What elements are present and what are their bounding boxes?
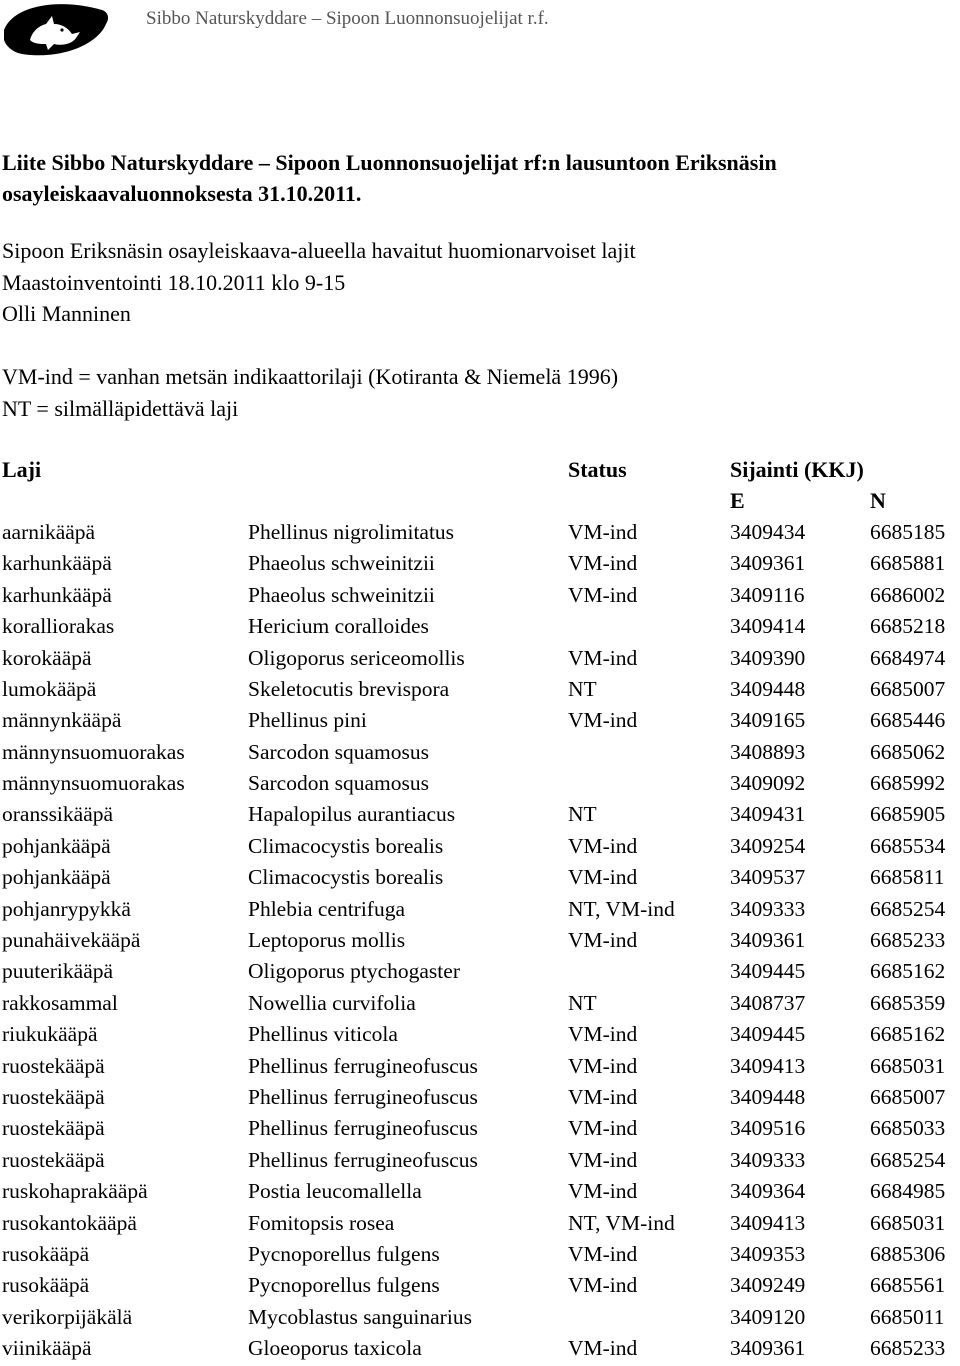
- coord-n-cell: 6684985: [870, 1179, 946, 1204]
- scientific-name-cell: Nowellia curvifolia: [248, 990, 416, 1015]
- table-row: [2, 1239, 960, 1270]
- coord-n-cell: 6685062: [870, 739, 946, 764]
- coord-n-cell: 6685534: [870, 833, 946, 858]
- common-name-cell: punahäivekääpä: [2, 928, 141, 953]
- species-rows: [2, 517, 960, 1365]
- coord-n-cell: 6685185: [870, 519, 946, 544]
- status-cell: VM-ind: [568, 1116, 638, 1141]
- header-sijainti: Sijainti (KKJ): [730, 456, 864, 482]
- table-row: [2, 1333, 960, 1364]
- status-cell: [568, 737, 730, 768]
- table-row: [2, 768, 960, 799]
- scientific-name-cell: Postia leucomallella: [248, 1179, 422, 1204]
- status-cell: VM-ind: [568, 551, 638, 576]
- common-name-cell: riukukääpä: [2, 1022, 98, 1047]
- table-row: [2, 642, 960, 673]
- table-row: [2, 862, 960, 893]
- common-name-cell: pohjanrypykkä: [2, 896, 131, 921]
- appendix-title-line2: osayleiskaavaluonnoksesta 31.10.2011.: [2, 181, 362, 206]
- table-row: [2, 705, 960, 736]
- common-name-cell: ruostekääpä: [2, 1085, 105, 1109]
- common-name-cell: ruostekääpä: [2, 1147, 105, 1172]
- status-cell: VM-ind: [568, 1336, 638, 1361]
- status-cell: VM-ind: [568, 865, 638, 890]
- common-name-cell: rusokääpä: [2, 1273, 90, 1298]
- coord-n-cell: 6685359: [870, 990, 946, 1015]
- survey-title: Sipoon Eriksnäsin osayleiskaava-alueella havaitut huomionarvoiset lajit: [2, 238, 636, 263]
- common-name-cell: pohjankääpä: [2, 833, 111, 858]
- scientific-name-cell: Hericium coralloides: [248, 614, 429, 639]
- status-cell: VM-ind: [568, 1241, 638, 1266]
- status-cell: VM-ind: [568, 833, 638, 858]
- coord-e-cell: 3409361: [730, 551, 806, 576]
- common-name-cell: ruskohaprakääpä: [2, 1179, 148, 1204]
- header-status: Status: [568, 456, 627, 482]
- table-row: [2, 611, 960, 642]
- scientific-name-cell: Climacocystis borealis: [248, 865, 444, 890]
- scientific-name-cell: Phellinus ferrugineofuscus: [248, 1053, 478, 1078]
- common-name-cell: männynsuomuorakas: [2, 739, 185, 764]
- table-row: [2, 1302, 960, 1333]
- surveyor-name: Olli Manninen: [2, 301, 131, 326]
- table-row: [2, 1019, 960, 1050]
- coord-e-cell: 3409445: [730, 959, 806, 984]
- scientific-name-cell: Phellinus pini: [248, 708, 367, 733]
- coord-n-cell: 6685905: [870, 802, 946, 827]
- common-name-cell: männynkääpä: [2, 708, 122, 733]
- coord-n-cell: 6685561: [870, 1273, 946, 1298]
- scientific-name-cell: Mycoblastus sanguinarius: [248, 1304, 472, 1329]
- wolf-leaf-logo-icon: [2, 0, 110, 60]
- coord-n-cell: 6685881: [870, 551, 946, 576]
- table-row: [2, 517, 960, 548]
- status-cell: VM-ind: [568, 645, 638, 670]
- page-header: [0, 0, 960, 62]
- scientific-name-cell: Phaeolus schweinitzii: [248, 551, 435, 576]
- status-cell: [568, 1302, 730, 1333]
- header-n: N: [870, 488, 886, 514]
- common-name-cell: männynsuomuorakas: [2, 771, 185, 796]
- common-name-cell: korokääpä: [2, 645, 92, 670]
- common-name-cell: pohjankääpä: [2, 865, 111, 890]
- common-name-cell: rusokantokääpä: [2, 1210, 137, 1235]
- coord-e-cell: 3408893: [730, 739, 806, 764]
- common-name-cell: aarnikääpä: [2, 519, 96, 544]
- legend-vm-ind: VM-ind = vanhan metsän indikaattorilaji (Kotiranta & Niemelä 1996): [2, 364, 619, 389]
- table-row: [2, 925, 960, 956]
- coord-n-cell: 6684974: [870, 645, 946, 670]
- scientific-name-cell: Leptoporus mollis: [248, 928, 406, 953]
- coord-e-cell: 3409413: [730, 1053, 806, 1078]
- coord-e-cell: 3408737: [730, 990, 806, 1015]
- coord-n-cell: 6685233: [870, 928, 946, 953]
- scientific-name-cell: Phlebia centrifuga: [248, 896, 406, 921]
- coord-n-cell: 6685162: [870, 1022, 946, 1047]
- table-row: [2, 1113, 960, 1144]
- coord-n-cell: 6685031: [870, 1053, 946, 1078]
- common-name-cell: viinikääpä: [2, 1336, 92, 1361]
- table-row: [2, 988, 960, 1019]
- coord-e-cell: 3409353: [730, 1241, 806, 1266]
- status-cell: VM-ind: [568, 1273, 638, 1298]
- coord-n-cell: 6685254: [870, 896, 946, 921]
- coord-n-cell: 6685811: [870, 865, 945, 890]
- appendix-title-line1: Liite Sibbo Naturskyddare – Sipoon Luonnonsuojelijat rf:n lausuntoon Eriksnäsin: [2, 150, 777, 175]
- scientific-name-cell: Sarcodon squamosus: [248, 771, 429, 796]
- table-subheader-row: [2, 485, 960, 516]
- common-name-cell: lumokääpä: [2, 676, 97, 701]
- table-row: [2, 799, 960, 830]
- table-row: [2, 1145, 960, 1176]
- common-name-cell: rakkosammal: [2, 990, 118, 1015]
- scientific-name-cell: Phellinus viticola: [248, 1022, 398, 1047]
- scientific-name-cell: Phaeolus schweinitzii: [248, 582, 435, 607]
- coord-e-cell: 3409448: [730, 1085, 806, 1109]
- survey-date: Maastoinventointi 18.10.2011 klo 9-15: [2, 270, 346, 295]
- status-cell: VM-ind: [568, 1085, 638, 1109]
- organization-name: Sibbo Naturskyddare – Sipoon Luonnonsuojelijat r.f.: [146, 8, 549, 29]
- coord-n-cell: 6685254: [870, 1147, 946, 1172]
- scientific-name-cell: Oligoporus ptychogaster: [248, 959, 460, 984]
- coord-e-cell: 3409116: [730, 582, 805, 607]
- coord-n-cell: 6685007: [870, 1085, 946, 1109]
- species-table: [2, 454, 960, 1364]
- coord-n-cell: 6685233: [870, 1336, 946, 1361]
- status-cell: VM-ind: [568, 1147, 638, 1172]
- table-row: [2, 956, 960, 987]
- table-row: [2, 674, 960, 705]
- common-name-cell: rusokääpä: [2, 1241, 90, 1266]
- status-cell: NT: [568, 802, 597, 827]
- status-cell: [568, 611, 730, 642]
- coord-e-cell: 3409333: [730, 896, 806, 921]
- scientific-name-cell: Oligoporus sericeomollis: [248, 645, 465, 670]
- coord-n-cell: 6686002: [870, 582, 946, 607]
- coord-n-cell: 6885306: [870, 1241, 946, 1266]
- coord-e-cell: 3409414: [730, 614, 806, 639]
- scientific-name-cell: Phellinus ferrugineofuscus: [248, 1147, 478, 1172]
- coord-e-cell: 3409390: [730, 645, 806, 670]
- table-row: [2, 1050, 960, 1081]
- scientific-name-cell: Phellinus ferrugineofuscus: [248, 1116, 478, 1141]
- table-row: [2, 1176, 960, 1207]
- common-name-cell: verikorpijäkälä: [2, 1304, 133, 1329]
- common-name-cell: ruostekääpä: [2, 1116, 105, 1141]
- coord-e-cell: 3409516: [730, 1116, 806, 1141]
- coord-n-cell: 6685162: [870, 959, 946, 984]
- common-name-cell: koralliorakas: [2, 614, 115, 639]
- status-cell: VM-ind: [568, 708, 638, 733]
- table-header-row: [2, 454, 960, 485]
- common-name-cell: oranssikääpä: [2, 802, 114, 827]
- status-cell: VM-ind: [568, 928, 638, 953]
- coord-n-cell: 6685446: [870, 708, 946, 733]
- table-row: [2, 1207, 960, 1238]
- coord-n-cell: 6685011: [870, 1304, 945, 1329]
- coord-n-cell: 6685992: [870, 771, 946, 796]
- table-row: [2, 893, 960, 924]
- status-cell: [568, 956, 730, 987]
- coord-e-cell: 3409434: [730, 519, 806, 544]
- status-cell: VM-ind: [568, 582, 638, 607]
- header-laji: Laji: [2, 456, 42, 482]
- status-cell: VM-ind: [568, 519, 638, 544]
- legend-nt: NT = silmälläpidettävä laji: [2, 396, 239, 421]
- common-name-cell: karhunkääpä: [2, 582, 112, 607]
- coord-e-cell: 3409448: [730, 676, 806, 701]
- coord-e-cell: 3409431: [730, 802, 806, 827]
- coord-e-cell: 3409413: [730, 1210, 806, 1235]
- status-cell: NT: [568, 676, 597, 701]
- coord-e-cell: 3409333: [730, 1147, 806, 1172]
- status-cell: VM-ind: [568, 1179, 638, 1204]
- coord-e-cell: 3409165: [730, 708, 806, 733]
- common-name-cell: karhunkääpä: [2, 551, 112, 576]
- scientific-name-cell: Phellinus ferrugineofuscus: [248, 1085, 478, 1109]
- table-row: [2, 1082, 960, 1113]
- scientific-name-cell: Sarcodon squamosus: [248, 739, 429, 764]
- status-cell: NT, VM-ind: [568, 1210, 675, 1235]
- scientific-name-cell: Climacocystis borealis: [248, 833, 444, 858]
- table-row: [2, 1270, 960, 1301]
- table-row: [2, 737, 960, 768]
- scientific-name-cell: Gloeoporus taxicola: [248, 1336, 422, 1361]
- coord-e-cell: 3409249: [730, 1273, 806, 1298]
- coord-n-cell: 6685007: [870, 676, 946, 701]
- coord-e-cell: 3409361: [730, 928, 806, 953]
- scientific-name-cell: Skeletocutis brevispora: [248, 676, 450, 701]
- status-cell: NT: [568, 990, 597, 1015]
- scientific-name-cell: Hapalopilus aurantiacus: [248, 802, 456, 827]
- coord-n-cell: 6685218: [870, 614, 946, 639]
- scientific-name-cell: Pycnoporellus fulgens: [248, 1273, 440, 1298]
- scientific-name-cell: Pycnoporellus fulgens: [248, 1241, 440, 1266]
- coord-n-cell: 6685031: [870, 1210, 946, 1235]
- table-row: [2, 548, 960, 579]
- table-row: [2, 831, 960, 862]
- coord-e-cell: 3409254: [730, 833, 806, 858]
- coord-e-cell: 3409092: [730, 771, 806, 796]
- coord-e-cell: 3409364: [730, 1179, 806, 1204]
- common-name-cell: ruostekääpä: [2, 1053, 105, 1078]
- coord-e-cell: 3409445: [730, 1022, 806, 1047]
- table-row: [2, 580, 960, 611]
- coord-e-cell: 3409361: [730, 1336, 806, 1361]
- scientific-name-cell: Fomitopsis rosea: [248, 1210, 395, 1235]
- status-cell: NT, VM-ind: [568, 896, 675, 921]
- common-name-cell: puuterikääpä: [2, 959, 114, 984]
- coord-e-cell: 3409120: [730, 1304, 806, 1329]
- coord-e-cell: 3409537: [730, 865, 806, 890]
- status-cell: VM-ind: [568, 1022, 638, 1047]
- header-e: E: [730, 488, 745, 514]
- scientific-name-cell: Phellinus nigrolimitatus: [248, 519, 455, 544]
- coord-n-cell: 6685033: [870, 1116, 946, 1141]
- status-cell: [568, 768, 730, 799]
- status-cell: VM-ind: [568, 1053, 638, 1078]
